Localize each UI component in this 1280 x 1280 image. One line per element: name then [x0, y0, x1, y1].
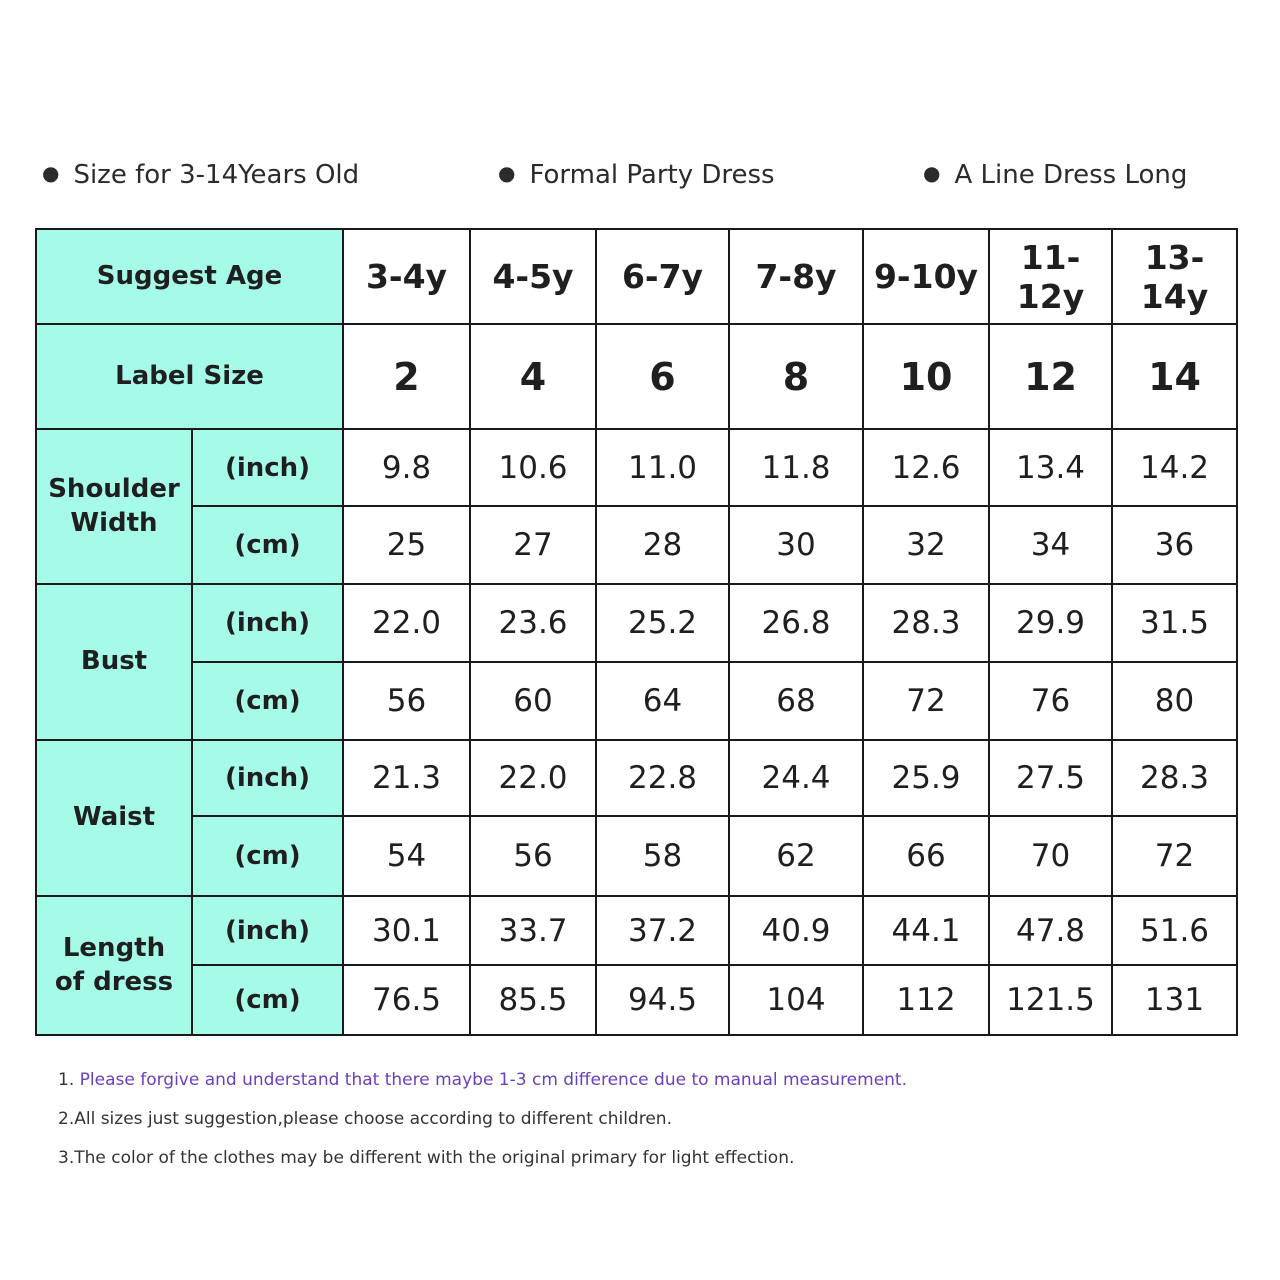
value-cell: 25 — [343, 506, 470, 584]
value-cell: 14.2 — [1112, 429, 1237, 506]
value-cell: 54 — [343, 816, 470, 896]
value-cell: 76.5 — [343, 965, 470, 1035]
note-2: 2.All sizes just suggestion,please choose according to different children. — [58, 1109, 672, 1129]
value-cell: 28.3 — [863, 584, 989, 662]
value-cell: 85.5 — [470, 965, 596, 1035]
feature-list — [0, 160, 1280, 204]
label-size-cell: 10 — [863, 324, 989, 429]
note-1: 1. Please forgive and understand that there maybe 1-3 cm difference due to manual measurement. — [58, 1070, 908, 1090]
value-cell: 28.3 — [1112, 740, 1237, 816]
shoulder-inch-row — [36, 429, 1237, 506]
shoulder-cm-row — [36, 506, 1237, 584]
waist-inch-row — [36, 740, 1237, 816]
notes-list — [58, 1068, 1238, 1185]
value-cell: 56 — [470, 816, 596, 896]
value-cell: 70 — [989, 816, 1112, 896]
value-cell: 24.4 — [729, 740, 863, 816]
value-cell: 12.6 — [863, 429, 989, 506]
value-cell: 11.0 — [596, 429, 729, 506]
value-cell: 34 — [989, 506, 1112, 584]
value-cell: 22.8 — [596, 740, 729, 816]
value-cell: 31.5 — [1112, 584, 1237, 662]
value-cell: 30.1 — [343, 896, 470, 965]
label-size-cell: 6 — [596, 324, 729, 429]
length-inch-row — [36, 896, 1237, 965]
value-cell: 25.2 — [596, 584, 729, 662]
age-row — [36, 229, 1237, 324]
label-size-cell: 2 — [343, 324, 470, 429]
value-cell: 72 — [1112, 816, 1237, 896]
label-size-row — [36, 324, 1237, 429]
age-cell: 11-12y — [989, 229, 1112, 324]
value-cell: 23.6 — [470, 584, 596, 662]
value-cell: 72 — [863, 662, 989, 740]
unit-inch-label: (inch) — [192, 429, 343, 506]
waist-cm-row — [36, 816, 1237, 896]
value-cell: 60 — [470, 662, 596, 740]
value-cell: 33.7 — [470, 896, 596, 965]
value-cell: 28 — [596, 506, 729, 584]
label-size-cell: 8 — [729, 324, 863, 429]
label-size-cell: 12 — [989, 324, 1112, 429]
bullet-icon: ● — [923, 161, 941, 185]
value-cell: 121.5 — [989, 965, 1112, 1035]
label-size-header: Label Size — [36, 324, 343, 429]
value-cell: 22.0 — [470, 740, 596, 816]
value-cell: 104 — [729, 965, 863, 1035]
value-cell: 80 — [1112, 662, 1237, 740]
value-cell: 51.6 — [1112, 896, 1237, 965]
value-cell: 9.8 — [343, 429, 470, 506]
value-cell: 37.2 — [596, 896, 729, 965]
feature-item: ● A Line Dress Long — [923, 160, 1188, 190]
value-cell: 131 — [1112, 965, 1237, 1035]
value-cell: 56 — [343, 662, 470, 740]
value-cell: 11.8 — [729, 429, 863, 506]
age-cell: 7-8y — [729, 229, 863, 324]
value-cell: 27.5 — [989, 740, 1112, 816]
value-cell: 94.5 — [596, 965, 729, 1035]
unit-cm-label: (cm) — [192, 662, 343, 740]
value-cell: 13.4 — [989, 429, 1112, 506]
unit-cm-label: (cm) — [192, 816, 343, 896]
value-cell: 76 — [989, 662, 1112, 740]
bullet-icon: ● — [498, 161, 516, 185]
value-cell: 30 — [729, 506, 863, 584]
value-cell: 44.1 — [863, 896, 989, 965]
unit-inch-label: (inch) — [192, 584, 343, 662]
value-cell: 112 — [863, 965, 989, 1035]
value-cell: 25.9 — [863, 740, 989, 816]
value-cell: 64 — [596, 662, 729, 740]
value-cell: 58 — [596, 816, 729, 896]
unit-cm-label: (cm) — [192, 965, 343, 1035]
value-cell: 36 — [1112, 506, 1237, 584]
value-cell: 22.0 — [343, 584, 470, 662]
label-size-cell: 4 — [470, 324, 596, 429]
length-of-dress-label: Length of dress — [36, 896, 192, 1035]
feature-item: ● Formal Party Dress — [498, 160, 775, 190]
shoulder-width-label: Shoulder Width — [36, 429, 192, 584]
feature-item: ● Size for 3-14Years Old — [42, 160, 360, 190]
bust-inch-row — [36, 584, 1237, 662]
value-cell: 62 — [729, 816, 863, 896]
age-cell: 13-14y — [1112, 229, 1237, 324]
value-cell: 27 — [470, 506, 596, 584]
label-size-cell: 14 — [1112, 324, 1237, 429]
age-cell: 3-4y — [343, 229, 470, 324]
unit-inch-label: (inch) — [192, 740, 343, 816]
value-cell: 66 — [863, 816, 989, 896]
value-cell: 29.9 — [989, 584, 1112, 662]
value-cell: 26.8 — [729, 584, 863, 662]
age-cell: 9-10y — [863, 229, 989, 324]
suggest-age-header: Suggest Age — [36, 229, 343, 324]
bust-label: Bust — [36, 584, 192, 740]
value-cell: 40.9 — [729, 896, 863, 965]
note-3: 3.The color of the clothes may be different with the original primary for light effection. — [58, 1148, 795, 1168]
unit-cm-label: (cm) — [192, 506, 343, 584]
bullet-icon: ● — [42, 161, 60, 185]
length-cm-row — [36, 965, 1237, 1035]
value-cell: 10.6 — [470, 429, 596, 506]
value-cell: 68 — [729, 662, 863, 740]
waist-label: Waist — [36, 740, 192, 896]
value-cell: 32 — [863, 506, 989, 584]
age-cell: 4-5y — [470, 229, 596, 324]
size-chart-table — [35, 228, 1238, 1036]
age-cell: 6-7y — [596, 229, 729, 324]
value-cell: 21.3 — [343, 740, 470, 816]
value-cell: 47.8 — [989, 896, 1112, 965]
bust-cm-row — [36, 662, 1237, 740]
unit-inch-label: (inch) — [192, 896, 343, 965]
